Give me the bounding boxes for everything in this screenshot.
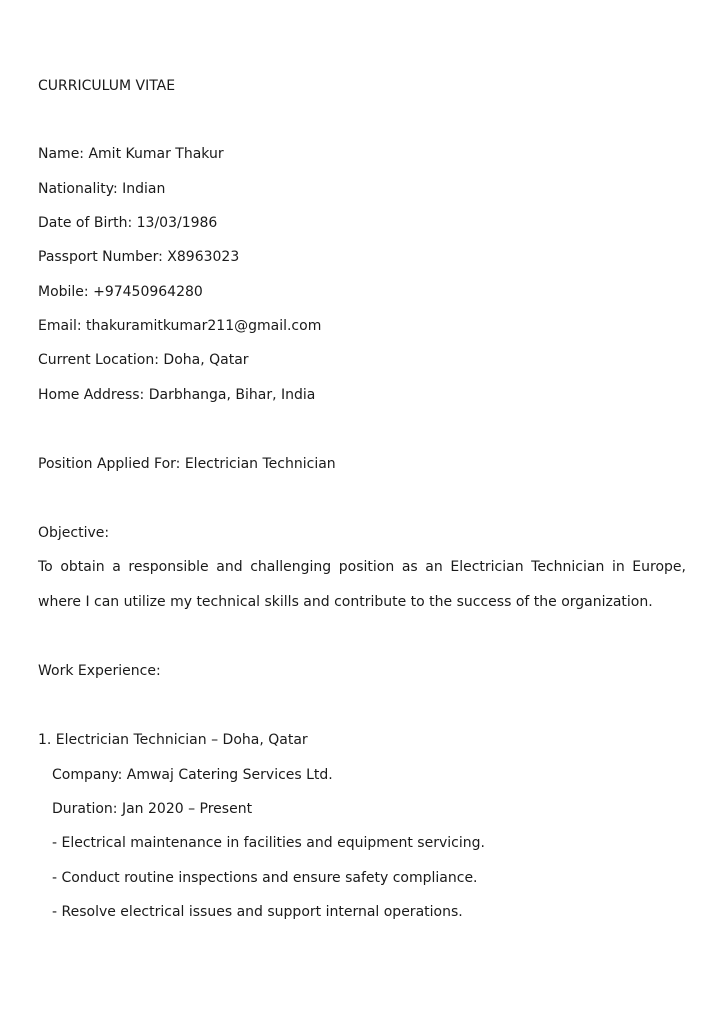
work-experience-heading: Work Experience: bbox=[38, 663, 161, 679]
job-duty-item: - Resolve electrical issues and support internal operations. bbox=[52, 904, 463, 920]
email-line: Email: thakuramitkumar211@gmail.com bbox=[38, 318, 322, 334]
objective-text-line-2: where I can utilize my technical skills and contribute to the success of the organization. bbox=[38, 594, 653, 610]
home-address-line: Home Address: Darbhanga, Bihar, India bbox=[38, 387, 316, 403]
position-applied-line: Position Applied For: Electrician Technician bbox=[38, 456, 336, 472]
dob-line: Date of Birth: 13/03/1986 bbox=[38, 215, 218, 231]
job-title: 1. Electrician Technician – Doha, Qatar bbox=[38, 732, 308, 748]
name-line: Name: Amit Kumar Thakur bbox=[38, 146, 224, 162]
objective-text-line-1: To obtain a responsible and challenging position as an Electrician Technician in Europe, bbox=[38, 559, 686, 575]
job-duration: Duration: Jan 2020 – Present bbox=[52, 801, 253, 817]
passport-line: Passport Number: X8963023 bbox=[38, 249, 240, 265]
job-duty-item: - Conduct routine inspections and ensure safety compliance. bbox=[52, 870, 478, 886]
objective-heading: Objective: bbox=[38, 525, 110, 541]
document-title: CURRICULUM VITAE bbox=[38, 78, 176, 94]
nationality-line: Nationality: Indian bbox=[38, 181, 166, 197]
cv-document bbox=[38, 0, 704, 1024]
job-duty-item: - Electrical maintenance in facilities and equipment servicing. bbox=[52, 835, 485, 851]
mobile-line: Mobile: +97450964280 bbox=[38, 284, 203, 300]
job-company: Company: Amwaj Catering Services Ltd. bbox=[52, 767, 333, 783]
current-location-line: Current Location: Doha, Qatar bbox=[38, 352, 249, 368]
